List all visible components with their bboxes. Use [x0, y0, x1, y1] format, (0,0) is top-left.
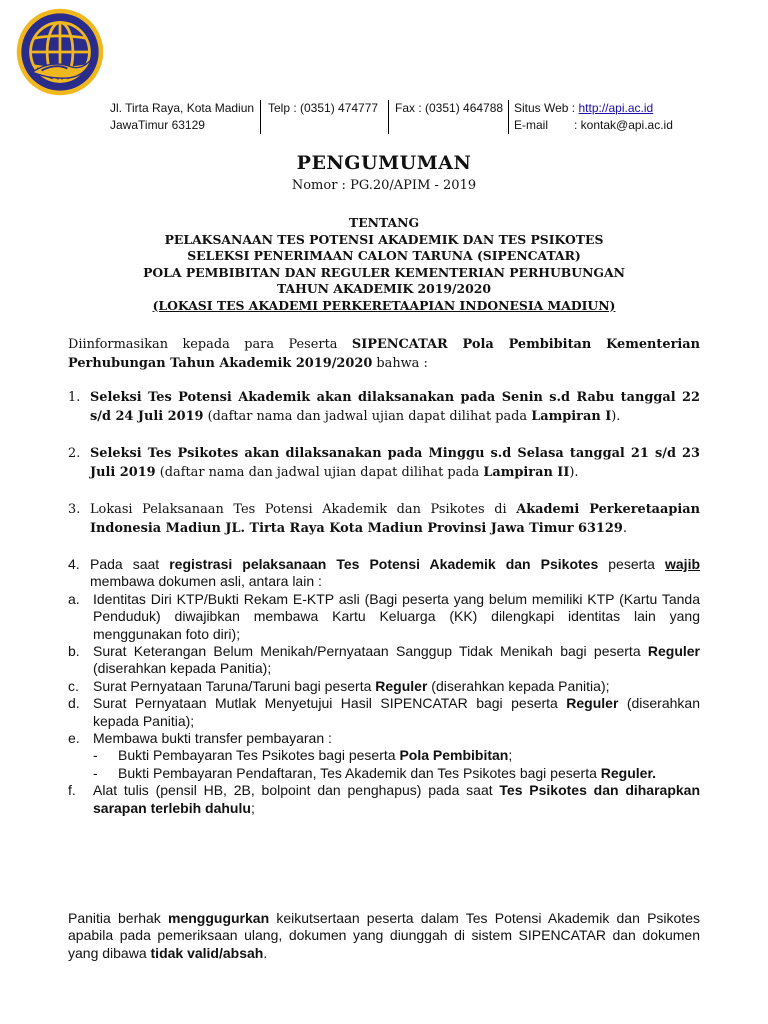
- item-text: (daftar nama dan jadwal ujian dapat dilihat pada: [203, 409, 532, 424]
- sub-item-text: Membawa bukti transfer pembayaran :: [93, 730, 332, 747]
- item-bold: Lampiran II: [483, 465, 570, 480]
- sub-item-label: a.: [68, 590, 80, 607]
- header-telp: Telp : (0351) 474777: [268, 101, 379, 115]
- header-fax: Fax : (0351) 464788: [395, 101, 504, 115]
- item-text: Pada saat: [90, 556, 170, 572]
- sub-item-text: ;: [250, 799, 255, 816]
- sub-item-text: Bukti Pembayaran Tes Psikotes bagi peserta: [118, 747, 400, 764]
- item-text: ).: [611, 409, 621, 424]
- list-item: [68, 556, 700, 817]
- address-line-2: JawaTimur 63129: [110, 118, 205, 132]
- document-number: Nomor : PG.20/APIM - 2019: [291, 178, 477, 193]
- sub-item: [68, 643, 700, 678]
- header-divider: [388, 100, 389, 134]
- intro-bold: SIPENCATAR Pola Pembibitan Kementerian Perhubungan Tahun Akademik 2019/2020: [68, 337, 700, 371]
- closing-text: Panitia berhak: [68, 910, 169, 926]
- sub-item-label: d.: [68, 695, 80, 712]
- page-title: PENGUMUMAN: [296, 152, 472, 174]
- address-line-1: Jl. Tirta Raya, Kota Madiun: [110, 101, 255, 115]
- item-bold: Seleksi Tes Potensi Akademik akan dilaksanakan pada Senin s.d Rabu tanggal 22 s/d 24 Juli 2019: [90, 390, 700, 424]
- item-bold: Seleksi Tes Psikotes akan dilaksanakan pada Minggu s.d Selasa tanggal 21 s/d 23 Juli 2019: [90, 446, 700, 480]
- item-number: 3.: [68, 502, 81, 517]
- item-text: (daftar nama dan jadwal ujian dapat dilihat pada: [155, 465, 484, 480]
- dash-label: -: [93, 764, 98, 781]
- subject-line: TENTANG: [348, 215, 420, 230]
- sub-item-text: Identitas Diri KTP/Bukti Rekam E-KTP asli (Bagi peserta yang belum memiliki KTP (Kartu Tanda Penduduk) diwajibkan membawa Kartu Keluarga (KK) dilengkapi identitas lain yang menggunakan foto diri);: [93, 590, 700, 642]
- announcement-list: [68, 388, 700, 835]
- item-text: .: [622, 521, 627, 536]
- intro-paragraph: [68, 335, 700, 373]
- closing-bold: menggugurkan: [168, 910, 270, 926]
- item-bold: Lampiran I: [531, 409, 612, 424]
- list-item: [68, 444, 700, 482]
- sub-item-text: Alat tulis (pensil HB, 2B, bolpoint dan penghapus) pada saat: [93, 782, 500, 799]
- sub-item-bold: Reguler: [647, 643, 700, 660]
- sub-item: [68, 730, 700, 747]
- sub-item-label: b.: [68, 643, 80, 660]
- sub-item: [68, 591, 700, 643]
- sub-item-text: (diserahkan kepada Panitia);: [93, 660, 272, 677]
- item-text: peserta: [598, 556, 665, 572]
- sub-item-bold: Pola Pembibitan: [399, 747, 509, 764]
- sub-item-bold: Reguler.: [600, 764, 657, 781]
- sub-item-text: ;: [508, 747, 513, 764]
- subject-line: PELAKSANAAN TES POTENSI AKADEMIK DAN TES PSIKOTES: [164, 231, 604, 247]
- subject-line: SELEKSI PENERIMAAN CALON TARUNA (SIPENCATAR): [187, 248, 581, 263]
- subject-line: POLA PEMBIBITAN DAN REGULER KEMENTERIAN PERHUBUNGAN: [143, 264, 625, 280]
- header-divider: [260, 100, 261, 134]
- sub-item-text: (diserahkan kepada Panitia);: [93, 695, 700, 729]
- header-web-contact: [514, 100, 764, 134]
- dash-label: -: [93, 747, 98, 764]
- ministry-of-transportation-logo-icon: [14, 6, 106, 98]
- header-address: [110, 100, 260, 134]
- sub-item: [68, 678, 700, 695]
- sub-item-label: f.: [68, 782, 76, 799]
- subject-line: TAHUN AKADEMIK 2019/2020: [276, 281, 492, 296]
- closing-text: keikutsertaan peserta dalam Tes Potensi Akademik dan Psikotes apabila pada pemeriksaan ulang, dokumen yang diunggah di sistem SIPENCATAR dan dokumen yang dibawa: [68, 910, 700, 961]
- web-label: Situs Web :: [514, 101, 576, 115]
- web-link[interactable]: http://api.ac.id: [578, 101, 654, 115]
- intro-text: Diinformasikan kepada para Peserta: [68, 337, 352, 352]
- sub-item-bold: Reguler: [375, 677, 428, 694]
- sub-item-bold: Reguler: [566, 695, 619, 712]
- sub-item-label: c.: [68, 677, 79, 694]
- sub-item-text: Bukti Pembayaran Pendaftaran, Tes Akademik dan Tes Psikotes bagi peserta: [118, 764, 601, 781]
- item-text: ).: [569, 465, 579, 480]
- subject-block: [0, 215, 768, 314]
- sub-item-text: Surat Keterangan Belum Menikah/Pernyataan Sanggup Tidak Menikah bagi peserta: [93, 643, 648, 660]
- item-text: Lokasi Pelaksanaan Tes Potensi Akademik dan Psikotes di: [90, 502, 517, 517]
- item-text: membawa dokumen asli, antara lain :: [90, 573, 322, 590]
- item-bold: Akademi Perkeretaapian Indonesia Madiun JL. Tirta Raya Kota Madiun Provinsi Jawa Timur 63129: [90, 502, 700, 536]
- item-bold: wajib: [665, 556, 701, 572]
- closing-bold: tidak valid/absah: [150, 944, 264, 961]
- email-label: E-mail: [514, 118, 549, 132]
- intro-text-end: bahwa :: [372, 356, 428, 371]
- sub-item: [68, 695, 700, 730]
- sub-sub-item: [93, 747, 700, 764]
- header-divider: [508, 100, 509, 134]
- sub-item-text: (diserahkan kepada Panitia);: [427, 677, 610, 694]
- sub-item: [68, 782, 700, 817]
- item-number: 4.: [68, 556, 80, 572]
- sub-item-text: Surat Pernyataan Mutlak Menyetujui Hasil SIPENCATAR bagi peserta: [93, 695, 567, 712]
- sub-item-label: e.: [68, 730, 80, 747]
- item-bold: registrasi pelaksanaan Tes Potensi Akademik dan Psikotes: [169, 556, 599, 572]
- sub-item-text: Surat Pernyataan Taruna/Taruni bagi peserta: [93, 677, 376, 694]
- list-item: [68, 388, 700, 426]
- closing-paragraph: [68, 910, 700, 962]
- item-number: 1.: [68, 390, 81, 405]
- email-value: : kontak@api.ac.id: [574, 118, 673, 132]
- list-item: [68, 500, 700, 538]
- sub-item-bold: Tes Psikotes dan diharapkan sarapan terlebih dahulu: [93, 782, 701, 816]
- subject-line: (LOKASI TES AKADEMI PERKERETAAPIAN INDONESIA MADIUN): [152, 297, 616, 313]
- sub-sub-item: [93, 765, 700, 782]
- closing-text: .: [263, 944, 268, 961]
- item-number: 2.: [68, 446, 81, 461]
